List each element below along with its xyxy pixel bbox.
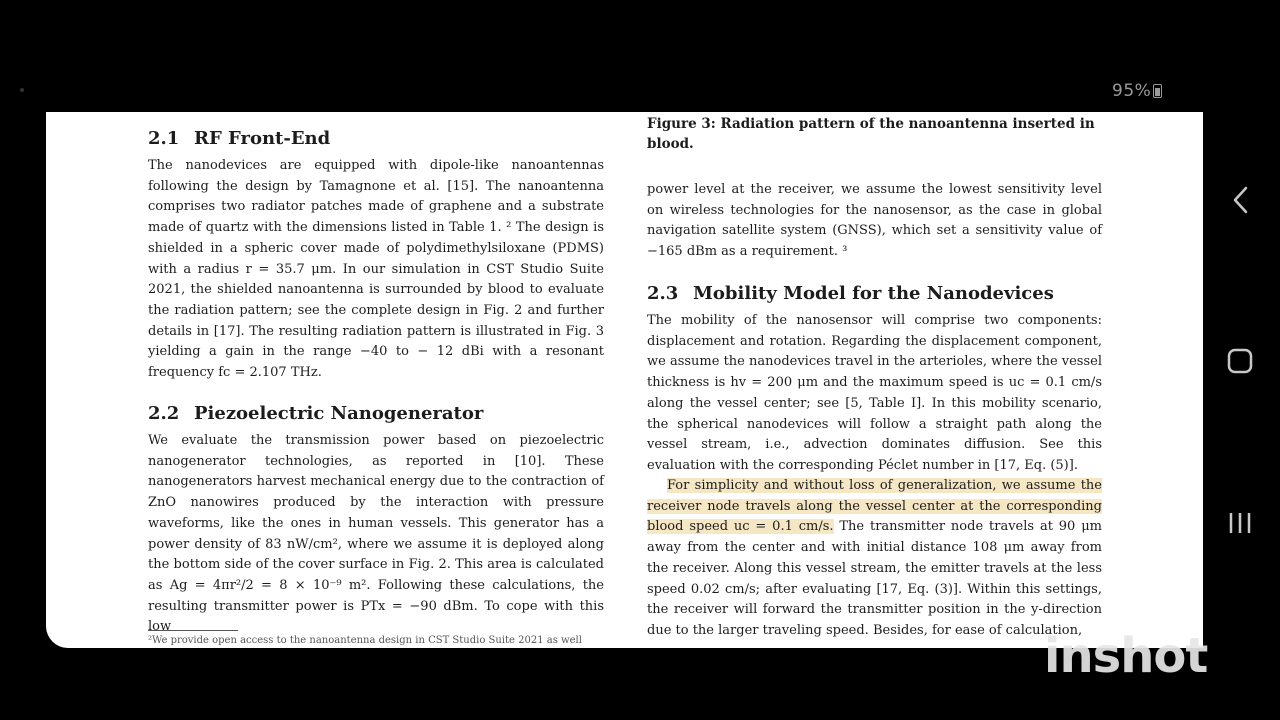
- home-button[interactable]: [1226, 347, 1254, 375]
- figure-caption: Figure 3: Radiation pattern of the nanoantenna inserted in blood.: [647, 116, 1095, 152]
- battery-indicator: [1112, 81, 1162, 101]
- paragraph-rf-front-end: The nanodevices are equipped with dipole-like nanoantennas following the design by Tamagnone et al. [15]. The nanoantenna comprises two radiator patches made of graphene and a substrate made of quartz with the dimensions listed in Table 1. ² The design is shielded in a spheric cover made of polydimethylsiloxane (PDMS) with a radius r = 35.7 μm. In our simulation in CST Studio Suite 2021, the shielded nanoantenna is surrounded by blood to evaluate the radiation pattern; see the complete design in Fig. 2 and further details in [17]. The resulting radiation pattern is illustrated in Fig. 3 yielding a gain in the range −40 to − 12 dBi with a resonant frequency fc = 2.107 THz.: [148, 158, 604, 381]
- back-button[interactable]: [1226, 185, 1254, 215]
- section-number: 2.2: [148, 403, 180, 424]
- section-title: RF Front-End: [194, 128, 331, 149]
- footnote: ²We provide open access to the nanoantenna design in CST Studio Suite 2021 as well: [148, 635, 582, 646]
- section-title: Mobility Model for the Nanodevices: [693, 283, 1054, 304]
- recent-apps-icon: [1227, 511, 1253, 535]
- inshot-watermark: inshot: [1044, 628, 1208, 684]
- home-square-icon: [1227, 348, 1253, 374]
- section-heading-2-3: [647, 283, 1054, 304]
- document-page[interactable]: [46, 112, 1203, 648]
- section-title: Piezoelectric Nanogenerator: [194, 403, 484, 424]
- battery-percent: 95%: [1112, 81, 1152, 101]
- recent-apps-button[interactable]: [1224, 510, 1256, 536]
- battery-icon: [1153, 84, 1162, 98]
- section-number: 2.1: [148, 128, 180, 149]
- paragraph-simplicity: [647, 476, 1102, 642]
- highlighted-text[interactable]: For simplicity and without loss of generalization, we assume the receiver node travels along the vessel center at the corresponding blood speed uc = 0.1 cm/s.: [647, 478, 1102, 535]
- status-dot: [20, 88, 24, 92]
- paragraph-power-level: power level at the receiver, we assume the lowest sensitivity level on wireless technologies for the nanosensor, as the case in global navigation satellite system (GNSS), which set a sensitivity value of −165 dBm as a requirement. ³: [647, 182, 1102, 260]
- section-number: 2.3: [647, 283, 679, 304]
- section-heading-2-1: [148, 128, 330, 149]
- footnote-rule: [148, 630, 238, 631]
- paragraph-text: The transmitter node travels at 90 μm away from the center and with initial distance 108 μm away from the receiver. Along this vessel stream, the emitter travels at the less speed 0.02 cm/s; after evaluating [17, Eq. (3)]. Within this settings, the receiver will forward the transmitter position in the y-direction due to the larger traveling speed. Besides, for ease of calculation,: [647, 519, 1102, 638]
- paragraph-piezoelectric: We evaluate the transmission power based on piezoelectric nanogenerator technologies, as reported in [10]. These nanogenerators harvest mechanical energy due to the contraction of ZnO nanowires produced by the interaction with pressure waveforms, like the ones in human vessels. This generator has a power density of 83 nW/cm², where we assume it is deployed along the bottom side of the cover surface in Fig. 2. This area is calculated as Ag = 4πr²/2 = 8 × 10⁻⁹ m². Following these calculations, the resulting transmitter power is PTx = −90 dBm. To cope with this low: [148, 433, 604, 635]
- section-heading-2-2: [148, 403, 483, 424]
- paragraph-mobility: The mobility of the nanosensor will comprise two components: displacement and rotation. Regarding the displacement component, we assume the nanodevices travel in the arterioles, where the vessel thickness is hv = 200 μm and the maximum speed is uc = 0.1 cm/s along the vessel center; see [5, Table I]. In this mobility scenario, the spherical nanodevices will follow a straight path along the vessel stream, i.e., advection dominates diffusion. See this evaluation with the corresponding Péclet number in [17, Eq. (5)].: [647, 313, 1102, 473]
- chevron-left-icon: [1232, 186, 1248, 214]
